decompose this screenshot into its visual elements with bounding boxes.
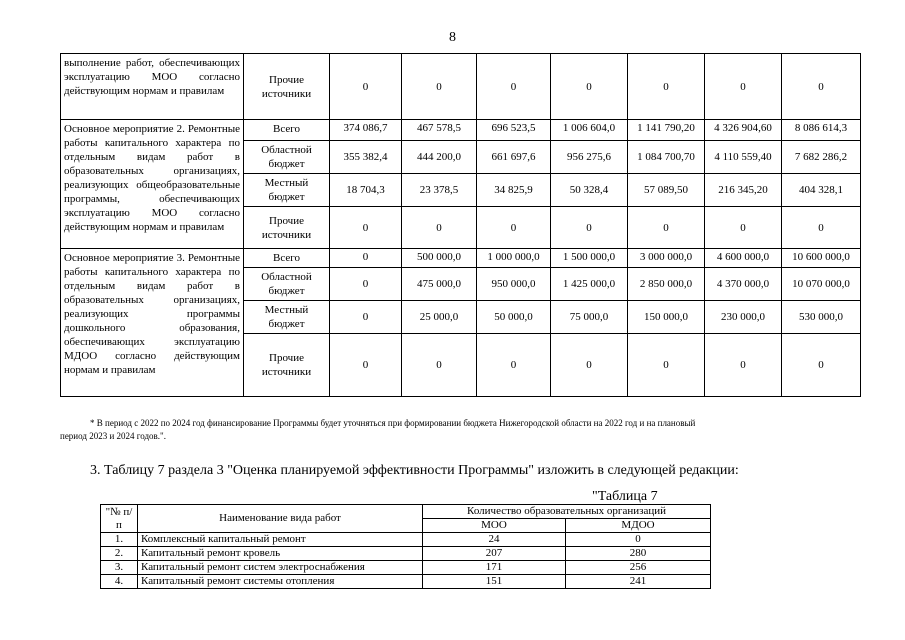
value-cell: 10 600 000,0 [782, 249, 861, 268]
col-num-header: "№ п/п [101, 505, 138, 533]
value-cell: 0 [330, 268, 402, 301]
funding-source: Всего [244, 249, 330, 268]
table-row [61, 249, 861, 268]
footnote [60, 417, 860, 443]
moo-count: 24 [423, 533, 566, 547]
page-number: 8 [449, 30, 456, 45]
value-cell: 0 [330, 301, 402, 334]
table-caption: "Таблица 7 [592, 489, 658, 504]
work-type: Капитальный ремонт кровель [138, 547, 423, 561]
value-cell: 75 000,0 [551, 301, 628, 334]
mdoo-count: 256 [566, 561, 711, 575]
value-cell: 10 070 000,0 [782, 268, 861, 301]
row-number: 2. [101, 547, 138, 561]
funding-source: Прочие источники [244, 334, 330, 397]
value-cell: 355 382,4 [330, 141, 402, 174]
col-group-header: Количество образовательных организаций [423, 505, 711, 519]
value-cell: 956 275,6 [551, 141, 628, 174]
work-type: Капитальный ремонт систем электроснабжения [138, 561, 423, 575]
value-cell: 0 [330, 249, 402, 268]
value-cell: 0 [705, 54, 782, 120]
funding-source: Местный бюджет [244, 301, 330, 334]
table-row [61, 120, 861, 141]
value-cell: 4 600 000,0 [705, 249, 782, 268]
value-cell: 0 [402, 54, 477, 120]
funding-source: Всего [244, 120, 330, 141]
value-cell: 2 850 000,0 [628, 268, 705, 301]
moo-count: 207 [423, 547, 566, 561]
value-cell: 216 345,20 [705, 174, 782, 207]
work-type: Капитальный ремонт системы отопления [138, 575, 423, 589]
value-cell: 4 110 559,40 [705, 141, 782, 174]
value-cell: 50 328,4 [551, 174, 628, 207]
value-cell: 25 000,0 [402, 301, 477, 334]
activity-description: Основное мероприятие 2. Ремонтные работы капитального характера по отдельным видам работ в образовательных организациях, реализующих общеобразовательные программы, обеспечивающих эксплуатацию МОО согласно действующим нормам и правилам [61, 120, 244, 249]
value-cell: 0 [782, 334, 861, 397]
value-cell: 0 [330, 334, 402, 397]
value-cell: 1 000 000,0 [477, 249, 551, 268]
footnote-line-1: * В период с 2022 по 2024 год финансирование Программы будет уточняться при формировании бюджета Нижегородской области на 2022 год и на плановый [90, 418, 696, 428]
value-cell: 661 697,6 [477, 141, 551, 174]
value-cell: 444 200,0 [402, 141, 477, 174]
value-cell: 230 000,0 [705, 301, 782, 334]
row-number: 3. [101, 561, 138, 575]
col-moo-header: МОО [423, 519, 566, 533]
value-cell: 7 682 286,2 [782, 141, 861, 174]
value-cell: 475 000,0 [402, 268, 477, 301]
value-cell: 50 000,0 [477, 301, 551, 334]
moo-count: 151 [423, 575, 566, 589]
mdoo-count: 241 [566, 575, 711, 589]
value-cell: 4 326 904,60 [705, 120, 782, 141]
activity-description: Основное мероприятие 3. Ремонтные работы капитального характера по отдельным видам работ в образовательных организациях, реализующих программы дошкольного образования, обеспечивающих эксплуатацию МДОО согласно действующим нормам и правилам [61, 249, 244, 397]
value-cell: 0 [330, 54, 402, 120]
value-cell: 0 [551, 54, 628, 120]
value-cell: 0 [477, 334, 551, 397]
table-row [61, 54, 861, 120]
funding-source: Областной бюджет [244, 268, 330, 301]
value-cell: 0 [330, 207, 402, 249]
col-mdoo-header: МДОО [566, 519, 711, 533]
value-cell: 0 [705, 207, 782, 249]
col-name-header: Наименование вида работ [138, 505, 423, 533]
funding-source: Местный бюджет [244, 174, 330, 207]
value-cell: 3 000 000,0 [628, 249, 705, 268]
footnote-line-2: период 2023 и 2024 годов.". [60, 431, 166, 441]
value-cell: 0 [477, 54, 551, 120]
moo-count: 171 [423, 561, 566, 575]
value-cell: 1 425 000,0 [551, 268, 628, 301]
efficiency-table [100, 504, 711, 589]
value-cell: 0 [628, 334, 705, 397]
value-cell: 0 [551, 207, 628, 249]
funding-source: Прочие источники [244, 54, 330, 120]
value-cell: 18 704,3 [330, 174, 402, 207]
funding-source: Прочие источники [244, 207, 330, 249]
value-cell: 696 523,5 [477, 120, 551, 141]
table-row [101, 533, 711, 547]
value-cell: 467 578,5 [402, 120, 477, 141]
mdoo-count: 0 [566, 533, 711, 547]
value-cell: 57 089,50 [628, 174, 705, 207]
value-cell: 530 000,0 [782, 301, 861, 334]
value-cell: 374 086,7 [330, 120, 402, 141]
value-cell: 1 141 790,20 [628, 120, 705, 141]
value-cell: 0 [705, 334, 782, 397]
row-number: 4. [101, 575, 138, 589]
value-cell: 1 084 700,70 [628, 141, 705, 174]
value-cell: 404 328,1 [782, 174, 861, 207]
activity-description: выполнение работ, обеспечивающих эксплуатацию МОО согласно действующим нормам и правилам [61, 54, 244, 120]
value-cell: 1 500 000,0 [551, 249, 628, 268]
value-cell: 500 000,0 [402, 249, 477, 268]
value-cell: 8 086 614,3 [782, 120, 861, 141]
table-row [101, 575, 711, 589]
row-number: 1. [101, 533, 138, 547]
value-cell: 0 [477, 207, 551, 249]
table-row [101, 547, 711, 561]
work-type: Комплексный капитальный ремонт [138, 533, 423, 547]
value-cell: 23 378,5 [402, 174, 477, 207]
value-cell: 0 [628, 54, 705, 120]
value-cell: 0 [402, 207, 477, 249]
value-cell: 150 000,0 [628, 301, 705, 334]
value-cell: 0 [782, 54, 861, 120]
value-cell: 0 [551, 334, 628, 397]
value-cell: 0 [402, 334, 477, 397]
amendment-paragraph: 3. Таблицу 7 раздела 3 "Оценка планируемой эффективности Программы" изложить в следующей редакции: [90, 463, 739, 478]
financing-table [60, 53, 861, 397]
table-row [101, 561, 711, 575]
value-cell: 950 000,0 [477, 268, 551, 301]
mdoo-count: 280 [566, 547, 711, 561]
funding-source: Областной бюджет [244, 141, 330, 174]
value-cell: 34 825,9 [477, 174, 551, 207]
value-cell: 0 [782, 207, 861, 249]
value-cell: 1 006 604,0 [551, 120, 628, 141]
value-cell: 0 [628, 207, 705, 249]
value-cell: 4 370 000,0 [705, 268, 782, 301]
